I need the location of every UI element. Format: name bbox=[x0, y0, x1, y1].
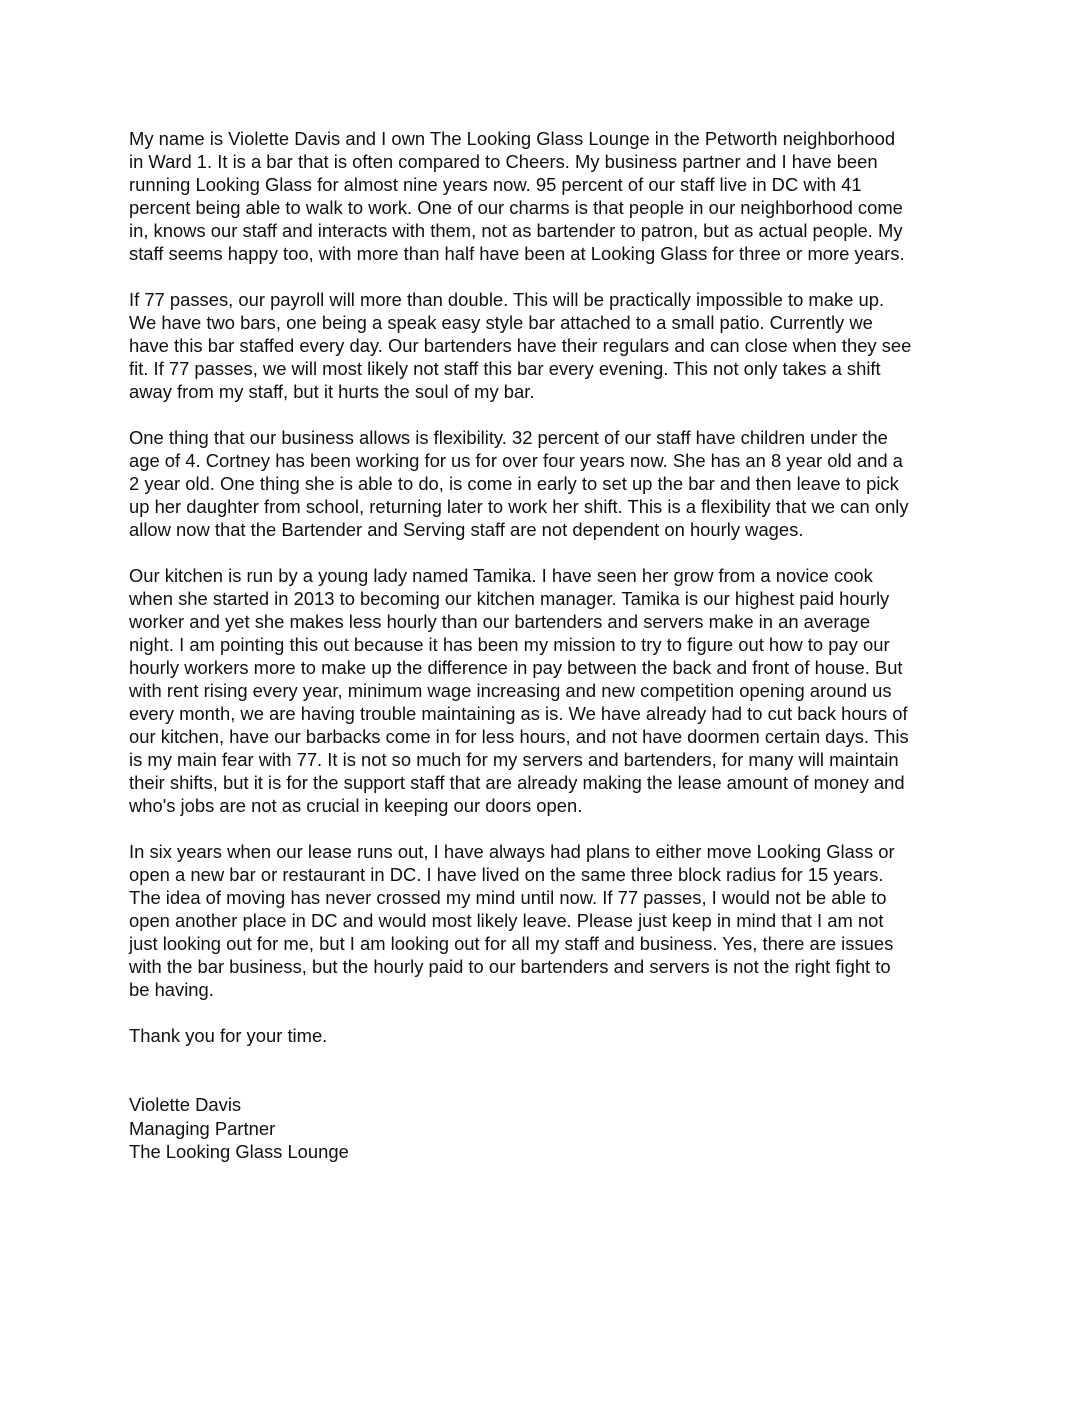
text-line: 2 year old. One thing she is able to do, is come in early to set up the bar and then leave to pick bbox=[129, 473, 899, 494]
text-line: in Ward 1. It is a bar that is often compared to Cheers. My business partner and I have been bbox=[129, 151, 878, 172]
text-line: allow now that the Bartender and Serving staff are not dependent on hourly wages. bbox=[129, 519, 804, 540]
text-line: who's jobs are not as crucial in keeping our doors open. bbox=[129, 795, 583, 816]
text-line: their shifts, but it is for the support staff that are already making the lease amount of money and bbox=[129, 772, 905, 793]
signature-title: Managing Partner bbox=[129, 1117, 276, 1139]
text-line: is my main fear with 77. It is not so much for my servers and bartenders, for many will maintain bbox=[129, 749, 899, 770]
text-line: when she started in 2013 to becoming our kitchen manager. Tamika is our highest paid hourly bbox=[129, 588, 890, 609]
text-line: every month, we are having trouble maintaining as is. We have already had to cut back hours of bbox=[129, 703, 908, 724]
text-line: our kitchen, have our barbacks come in for less hours, and not have doormen certain days. This bbox=[129, 726, 909, 747]
text-line: have this bar staffed every day. Our bartenders have their regulars and can close when they see bbox=[129, 335, 912, 356]
text-line: hourly workers more to make up the difference in pay between the back and front of house. But bbox=[129, 657, 903, 678]
text-line: staff seems happy too, with more than half have been at Looking Glass for three or more years. bbox=[129, 243, 905, 264]
text-line: with the bar business, but the hourly paid to our bartenders and servers is not the right fight to bbox=[129, 956, 891, 977]
text-line: open another place in DC and would most likely leave. Please just keep in mind that I am not bbox=[129, 910, 884, 931]
text-line: One thing that our business allows is flexibility. 32 percent of our staff have children under the bbox=[129, 427, 888, 448]
text-line: If 77 passes, our payroll will more than double. This will be practically impossible to make up. bbox=[129, 289, 885, 310]
text-line: be having. bbox=[129, 979, 214, 1000]
paragraph-payroll bbox=[129, 288, 969, 403]
paragraph-lease bbox=[129, 840, 969, 1001]
text-line: just looking out for me, but I am looking out for all my staff and business. Yes, there are issues bbox=[129, 933, 894, 954]
text-line: In six years when our lease runs out, I have always had plans to either move Looking Glass or bbox=[129, 841, 895, 862]
signature-name: Violette Davis bbox=[129, 1094, 242, 1115]
paragraph-kitchen bbox=[129, 564, 969, 817]
text-line: with rent rising every year, minimum wage increasing and new competition opening around us bbox=[129, 680, 892, 701]
text-line: fit. If 77 passes, we will most likely not staff this bar every evening. This not only takes a shift bbox=[129, 358, 881, 379]
text-line: in, knows our staff and interacts with them, not as bartender to patron, but as actual people. My bbox=[129, 220, 903, 241]
paragraph-flexibility bbox=[129, 426, 969, 541]
signature-company: The Looking Glass Lounge bbox=[129, 1141, 349, 1162]
text-line: away from my staff, but it hurts the soul of my bar. bbox=[129, 381, 535, 402]
text-line: percent being able to walk to work. One of our charms is that people in our neighborhood come bbox=[129, 197, 903, 218]
closing-text: Thank you for your time. bbox=[129, 1025, 328, 1046]
letter-body bbox=[129, 127, 969, 1164]
text-line: up her daughter from school, returning later to work her shift. This is a flexibility that we can only bbox=[129, 496, 909, 517]
text-line: open a new bar or restaurant in DC. I have lived on the same three block radius for 15 years. bbox=[129, 864, 884, 885]
text-line: The idea of moving has never crossed my mind until now. If 77 passes, I would not be able to bbox=[129, 887, 887, 908]
text-line: My name is Violette Davis and I own The Looking Glass Lounge in the Petworth neighborhood bbox=[129, 128, 896, 149]
text-line: Our kitchen is run by a young lady named Tamika. I have seen her grow from a novice cook bbox=[129, 565, 873, 586]
text-line: running Looking Glass for almost nine years now. 95 percent of our staff live in DC with 41 bbox=[129, 174, 862, 195]
closing-line bbox=[129, 1024, 969, 1047]
text-line: worker and yet she makes less hourly than our bartenders and servers make in an average bbox=[129, 611, 871, 632]
text-line: night. I am pointing this out because it has been my mission to try to figure out how to pay our bbox=[129, 634, 890, 655]
text-line: We have two bars, one being a speak easy style bar attached to a small patio. Currently we bbox=[129, 312, 873, 333]
signature-block bbox=[129, 1093, 969, 1164]
text-line: age of 4. Cortney has been working for us for over four years now. She has an 8 year old and a bbox=[129, 450, 903, 471]
paragraph-introduction bbox=[129, 127, 969, 265]
